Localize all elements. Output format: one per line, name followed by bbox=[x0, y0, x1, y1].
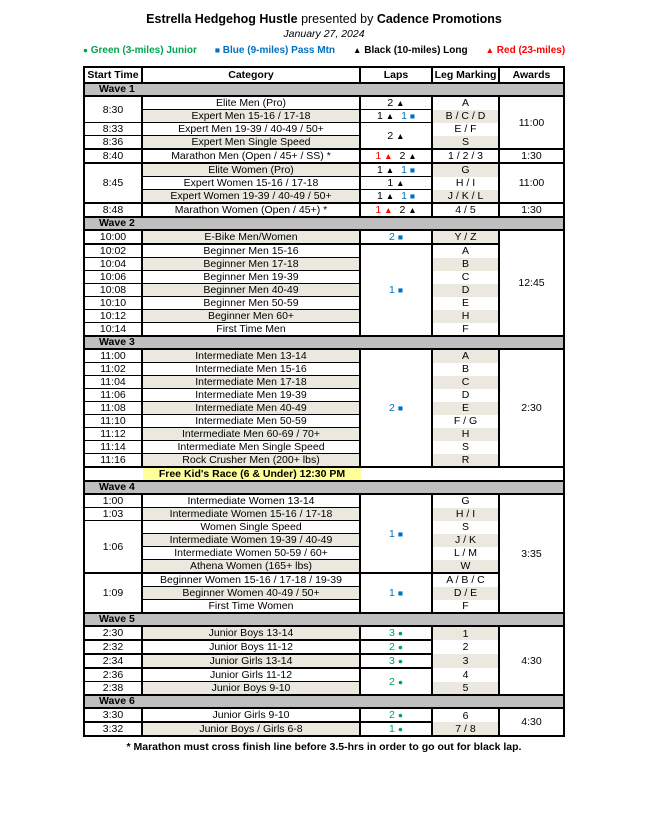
kids-race-row bbox=[84, 467, 564, 481]
black-triangle-icon: ▲ bbox=[396, 98, 405, 108]
leg-marking-cell: D bbox=[432, 284, 499, 297]
start-time-cell: 2:30 bbox=[84, 626, 142, 640]
lap-count: 2 ▲ bbox=[399, 150, 417, 162]
schedule-row bbox=[84, 668, 564, 682]
laps-cell bbox=[360, 640, 432, 654]
schedule-row bbox=[84, 177, 564, 190]
leg-marking-cell: G bbox=[432, 163, 499, 177]
leg-marking-cell: C bbox=[432, 271, 499, 284]
category-cell: Junior Girls 11-12 bbox=[142, 668, 360, 682]
wave-header-row bbox=[84, 83, 564, 96]
blue-square-icon: ■ bbox=[409, 165, 416, 175]
category-cell: First Time Men bbox=[142, 323, 360, 337]
laps-cell bbox=[360, 668, 432, 695]
schedule-row bbox=[84, 389, 564, 402]
lap-count: 2 ■ bbox=[389, 402, 403, 414]
schedule-row bbox=[84, 534, 564, 547]
kids-race-banner bbox=[84, 467, 564, 481]
category-cell: Junior Girls 13-14 bbox=[142, 654, 360, 668]
laps-cell bbox=[360, 654, 432, 668]
black-triangle-icon: ▲ bbox=[353, 45, 362, 55]
leg-marking-cell: Y / Z bbox=[432, 230, 499, 244]
laps-cell bbox=[360, 177, 432, 190]
start-time-cell: 11:00 bbox=[84, 349, 142, 363]
schedule-row bbox=[84, 640, 564, 654]
laps-cell bbox=[360, 163, 432, 177]
leg-marking-cell: 4 bbox=[432, 668, 499, 682]
leg-marking-cell: H bbox=[432, 428, 499, 441]
wave-header-row bbox=[84, 613, 564, 626]
start-time-cell: 11:12 bbox=[84, 428, 142, 441]
wave-header: Wave 4 bbox=[84, 481, 564, 494]
category-cell: Beginner Men 19-39 bbox=[142, 271, 360, 284]
category-cell: Beginner Men 60+ bbox=[142, 310, 360, 323]
category-cell: Expert Men 19-39 / 40-49 / 50+ bbox=[142, 123, 360, 136]
leg-marking-cell: H / I bbox=[432, 508, 499, 521]
start-time-cell: 11:04 bbox=[84, 376, 142, 389]
black-triangle-icon: ▲ bbox=[408, 205, 417, 215]
leg-marking-cell: A bbox=[432, 349, 499, 363]
leg-marking-cell: L / M bbox=[432, 547, 499, 560]
column-header: Awards bbox=[499, 67, 564, 83]
schedule-row bbox=[84, 521, 564, 534]
leg-marking-cell: C bbox=[432, 376, 499, 389]
start-time-cell: 11:06 bbox=[84, 389, 142, 402]
lap-count: 1 ▲ bbox=[375, 204, 393, 216]
lap-count: 2 ● bbox=[389, 641, 403, 653]
footnote: * Marathon must cross finish line before 3.5-hrs in order to go out for black lap. bbox=[126, 741, 522, 753]
laps-cell bbox=[360, 203, 432, 217]
category-cell: Beginner Men 15-16 bbox=[142, 244, 360, 258]
start-time-cell: 1:06 bbox=[84, 521, 142, 574]
title-connector: presented by bbox=[297, 12, 377, 26]
category-cell: Expert Women 19-39 / 40-49 / 50+ bbox=[142, 190, 360, 204]
laps-cell bbox=[360, 626, 432, 640]
schedule-row bbox=[84, 323, 564, 337]
wave-header: Wave 2 bbox=[84, 217, 564, 230]
category-cell: Elite Women (Pro) bbox=[142, 163, 360, 177]
leg-marking-cell: E / F bbox=[432, 123, 499, 136]
laps-cell bbox=[360, 722, 432, 736]
start-time-cell: 8:36 bbox=[84, 136, 142, 150]
schedule-row bbox=[84, 190, 564, 204]
category-cell: Intermediate Men 60-69 / 70+ bbox=[142, 428, 360, 441]
green-circle-icon: ● bbox=[397, 656, 403, 666]
leg-marking-cell: E bbox=[432, 297, 499, 310]
leg-marking-cell: 1 / 2 / 3 bbox=[432, 149, 499, 163]
lap-count: 1 ■ bbox=[401, 164, 416, 176]
blue-square-icon: ■ bbox=[409, 191, 416, 201]
leg-marking-cell: F / G bbox=[432, 415, 499, 428]
start-time-cell: 10:06 bbox=[84, 271, 142, 284]
awards-cell: 1:30 bbox=[499, 203, 564, 217]
lap-count: 1 ▲ bbox=[376, 190, 395, 202]
column-header: Start Time bbox=[84, 67, 142, 83]
leg-marking-cell: B / C / D bbox=[432, 110, 499, 123]
lap-count: 3 ● bbox=[389, 655, 403, 667]
schedule-row bbox=[84, 163, 564, 177]
legend-item: ▲ Black (10-miles) Long bbox=[353, 45, 468, 56]
schedule-row bbox=[84, 284, 564, 297]
awards-cell: 11:00 bbox=[499, 163, 564, 203]
category-cell: Junior Boys 9-10 bbox=[142, 682, 360, 696]
column-header: Laps bbox=[360, 67, 432, 83]
leg-marking-cell: H bbox=[432, 310, 499, 323]
awards-cell: 11:00 bbox=[499, 96, 564, 149]
lap-count: 1 ▲ bbox=[376, 110, 395, 122]
schedule-row bbox=[84, 123, 564, 136]
start-time-cell: 11:16 bbox=[84, 454, 142, 468]
leg-marking-cell: S bbox=[432, 136, 499, 150]
blue-square-icon: ■ bbox=[214, 45, 221, 55]
schedule-row bbox=[84, 560, 564, 574]
start-time-cell: 2:32 bbox=[84, 640, 142, 654]
start-time-cell: 10:14 bbox=[84, 323, 142, 337]
schedule-row bbox=[84, 415, 564, 428]
category-cell: First Time Women bbox=[142, 600, 360, 614]
lap-count: 2 ■ bbox=[389, 231, 403, 243]
leg-marking-cell: W bbox=[432, 560, 499, 574]
black-triangle-icon: ▲ bbox=[396, 178, 405, 188]
wave-header: Wave 1 bbox=[84, 83, 564, 96]
schedule-row bbox=[84, 587, 564, 600]
leg-marking-cell: J / K bbox=[432, 534, 499, 547]
lap-count: 1 ● bbox=[389, 723, 403, 735]
category-cell: Intermediate Men 15-16 bbox=[142, 363, 360, 376]
column-header: Category bbox=[142, 67, 360, 83]
leg-marking-cell: 3 bbox=[432, 654, 499, 668]
schedule-row bbox=[84, 376, 564, 389]
event-name: Estrella Hedgehog Hustle bbox=[146, 12, 298, 26]
wave-header-row bbox=[84, 336, 564, 349]
start-time-cell: 3:32 bbox=[84, 722, 142, 736]
start-time-cell: 8:30 bbox=[84, 96, 142, 123]
leg-marking-cell: D / E bbox=[432, 587, 499, 600]
black-triangle-icon: ▲ bbox=[385, 111, 395, 121]
black-triangle-icon: ▲ bbox=[385, 191, 395, 201]
start-time-cell: 11:10 bbox=[84, 415, 142, 428]
schedule-row bbox=[84, 654, 564, 668]
lap-count: 1 ▲ bbox=[375, 150, 393, 162]
start-time-cell: 3:30 bbox=[84, 708, 142, 722]
leg-marking-cell: R bbox=[432, 454, 499, 468]
laps-cell bbox=[360, 230, 432, 244]
green-circle-icon: ● bbox=[397, 724, 403, 734]
awards-cell: 3:35 bbox=[499, 494, 564, 613]
laps-cell bbox=[360, 149, 432, 163]
schedule-row bbox=[84, 708, 564, 722]
start-time-cell: 2:34 bbox=[84, 654, 142, 668]
leg-marking-cell: S bbox=[432, 521, 499, 534]
green-circle-icon: ● bbox=[397, 710, 403, 720]
green-circle-icon: ● bbox=[397, 642, 403, 652]
category-cell: Beginner Women 40-49 / 50+ bbox=[142, 587, 360, 600]
leg-marking-cell: 2 bbox=[432, 640, 499, 654]
awards-cell: 4:30 bbox=[499, 708, 564, 736]
category-cell: Intermediate Men 13-14 bbox=[142, 349, 360, 363]
schedule-row bbox=[84, 297, 564, 310]
start-time-cell: 10:10 bbox=[84, 297, 142, 310]
category-cell: Beginner Men 40-49 bbox=[142, 284, 360, 297]
leg-marking-cell: 5 bbox=[432, 682, 499, 696]
lap-count: 2 ▲ bbox=[399, 204, 417, 216]
wave-header-row bbox=[84, 481, 564, 494]
schedule-row bbox=[84, 310, 564, 323]
category-cell: Beginner Men 50-59 bbox=[142, 297, 360, 310]
category-cell: Intermediate Women 19-39 / 40-49 bbox=[142, 534, 360, 547]
category-cell: Athena Women (165+ lbs) bbox=[142, 560, 360, 574]
leg-marking-cell: A bbox=[432, 244, 499, 258]
black-triangle-icon: ▲ bbox=[385, 165, 395, 175]
awards-cell: 4:30 bbox=[499, 626, 564, 695]
kids-race-highlight: Free Kid's Race (6 & Under) 12:30 PM bbox=[143, 468, 361, 480]
start-time-cell: 8:40 bbox=[84, 149, 142, 163]
category-cell: Intermediate Men Single Speed bbox=[142, 441, 360, 454]
laps-cell bbox=[360, 494, 432, 573]
lap-count: 2 ● bbox=[389, 675, 403, 688]
schedule-row bbox=[84, 547, 564, 560]
schedule-row bbox=[84, 682, 564, 696]
schedule-row bbox=[84, 271, 564, 284]
leg-marking-cell: S bbox=[432, 441, 499, 454]
awards-cell: 12:45 bbox=[499, 230, 564, 336]
schedule-row bbox=[84, 626, 564, 640]
blue-square-icon: ■ bbox=[397, 403, 403, 413]
leg-marking-cell: 7 / 8 bbox=[432, 722, 499, 736]
category-cell: Rock Crusher Men (200+ lbs) bbox=[142, 454, 360, 468]
category-cell: Elite Men (Pro) bbox=[142, 96, 360, 110]
category-cell: Intermediate Women 13-14 bbox=[142, 494, 360, 508]
laps-cell bbox=[360, 123, 432, 150]
blue-square-icon: ■ bbox=[397, 588, 403, 598]
leg-marking-cell: 4 / 5 bbox=[432, 203, 499, 217]
lap-count: 3 ● bbox=[389, 627, 403, 639]
red-triangle-icon: ▲ bbox=[384, 151, 393, 161]
start-time-cell: 10:04 bbox=[84, 258, 142, 271]
legend-item: ● Green (3-miles) Junior bbox=[82, 45, 197, 56]
category-cell: Beginner Men 17-18 bbox=[142, 258, 360, 271]
green-circle-icon: ● bbox=[82, 45, 88, 55]
start-time-cell: 1:09 bbox=[84, 573, 142, 613]
category-cell: Marathon Men (Open / 45+ / SS) * bbox=[142, 149, 360, 163]
start-time-cell: 8:33 bbox=[84, 123, 142, 136]
leg-marking-cell: 6 bbox=[432, 708, 499, 722]
category-cell: Intermediate Men 50-59 bbox=[142, 415, 360, 428]
schedule-row bbox=[84, 600, 564, 614]
leg-marking-cell: A / B / C bbox=[432, 573, 499, 587]
column-header-row bbox=[84, 67, 564, 83]
category-cell: Junior Boys 11-12 bbox=[142, 640, 360, 654]
red-triangle-icon: ▲ bbox=[485, 45, 495, 55]
category-cell: E-Bike Men/Women bbox=[142, 230, 360, 244]
schedule-row bbox=[84, 230, 564, 244]
wave-header: Wave 5 bbox=[84, 613, 564, 626]
leg-marking-cell: G bbox=[432, 494, 499, 508]
lap-count: 1 ■ bbox=[401, 110, 416, 122]
laps-cell bbox=[360, 349, 432, 467]
laps-cell bbox=[360, 573, 432, 613]
leg-marking-cell: D bbox=[432, 389, 499, 402]
start-time-cell: 10:12 bbox=[84, 310, 142, 323]
start-time-cell: 2:36 bbox=[84, 668, 142, 682]
page-title bbox=[0, 0, 648, 26]
schedule-row bbox=[84, 573, 564, 587]
lap-count: 2 ▲ bbox=[387, 97, 405, 109]
schedule-row bbox=[84, 722, 564, 736]
wave-header-row bbox=[84, 695, 564, 708]
start-time-cell: 11:08 bbox=[84, 402, 142, 415]
category-cell: Junior Girls 9-10 bbox=[142, 708, 360, 722]
leg-marking-cell: A bbox=[432, 96, 499, 110]
lap-count: 2 ● bbox=[389, 709, 403, 721]
leg-marking-cell: 1 bbox=[432, 626, 499, 640]
schedule-row bbox=[84, 96, 564, 110]
laps-cell bbox=[360, 708, 432, 722]
black-triangle-icon: ▲ bbox=[408, 151, 417, 161]
schedule-row bbox=[84, 244, 564, 258]
category-cell: Expert Men Single Speed bbox=[142, 136, 360, 150]
start-time-cell: 10:00 bbox=[84, 230, 142, 244]
leg-marking-cell: B bbox=[432, 363, 499, 376]
schedule-row bbox=[84, 494, 564, 508]
green-circle-icon: ● bbox=[397, 628, 403, 638]
schedule-row bbox=[84, 203, 564, 217]
laps-cell bbox=[360, 244, 432, 336]
lap-count: 1 ■ bbox=[389, 527, 403, 540]
start-time-cell: 10:08 bbox=[84, 284, 142, 297]
green-circle-icon: ● bbox=[397, 676, 403, 687]
start-time-cell: 10:02 bbox=[84, 244, 142, 258]
start-time-cell: 8:48 bbox=[84, 203, 142, 217]
start-time-cell: 11:14 bbox=[84, 441, 142, 454]
start-time-cell: 2:38 bbox=[84, 682, 142, 696]
category-cell: Intermediate Men 40-49 bbox=[142, 402, 360, 415]
black-triangle-icon: ▲ bbox=[396, 130, 405, 141]
awards-cell: 2:30 bbox=[499, 349, 564, 467]
presenter-name: Cadence Promotions bbox=[376, 12, 502, 26]
category-cell: Expert Men 15-16 / 17-18 bbox=[142, 110, 360, 123]
leg-marking-cell: F bbox=[432, 323, 499, 337]
schedule-row bbox=[84, 441, 564, 454]
schedule-row bbox=[84, 149, 564, 163]
schedule-row bbox=[84, 258, 564, 271]
category-cell: Marathon Women (Open / 45+) * bbox=[142, 203, 360, 217]
lap-count: 1 ▲ bbox=[387, 177, 405, 189]
schedule-row bbox=[84, 363, 564, 376]
category-cell: Expert Women 15-16 / 17-18 bbox=[142, 177, 360, 190]
schedule-row bbox=[84, 508, 564, 521]
awards-cell: 1:30 bbox=[499, 149, 564, 163]
red-triangle-icon: ▲ bbox=[384, 205, 393, 215]
schedule-row bbox=[84, 349, 564, 363]
blue-square-icon: ■ bbox=[397, 285, 403, 295]
start-time-cell: 1:03 bbox=[84, 508, 142, 521]
wave-header: Wave 3 bbox=[84, 336, 564, 349]
event-date: January 27, 2024 bbox=[283, 28, 365, 40]
category-cell: Women Single Speed bbox=[142, 521, 360, 534]
category-cell: Intermediate Men 17-18 bbox=[142, 376, 360, 389]
race-schedule-table bbox=[83, 66, 565, 737]
wave-header-row bbox=[84, 217, 564, 230]
start-time-cell: 11:02 bbox=[84, 363, 142, 376]
legend-item: ▲ Red (23-miles) bbox=[485, 45, 566, 56]
category-cell: Beginner Women 15-16 / 17-18 / 19-39 bbox=[142, 573, 360, 587]
leg-marking-cell: H / I bbox=[432, 177, 499, 190]
column-header: Leg Marking bbox=[432, 67, 499, 83]
category-cell: Junior Boys / Girls 6-8 bbox=[142, 722, 360, 736]
schedule-row bbox=[84, 110, 564, 123]
schedule-row bbox=[84, 454, 564, 468]
course-legend bbox=[0, 45, 648, 56]
lap-count: 1 ■ bbox=[389, 284, 403, 296]
legend-item: ■ Blue (9-miles) Pass Mtn bbox=[214, 45, 336, 56]
lap-count: 1 ▲ bbox=[376, 164, 395, 176]
schedule-row bbox=[84, 136, 564, 150]
category-cell: Intermediate Men 19-39 bbox=[142, 389, 360, 402]
lap-count: 2 ▲ bbox=[387, 129, 405, 142]
laps-cell bbox=[360, 96, 432, 110]
laps-cell bbox=[360, 190, 432, 204]
leg-marking-cell: E bbox=[432, 402, 499, 415]
leg-marking-cell: J / K / L bbox=[432, 190, 499, 204]
wave-header: Wave 6 bbox=[84, 695, 564, 708]
start-time-cell: 8:45 bbox=[84, 163, 142, 203]
blue-square-icon: ■ bbox=[409, 111, 416, 121]
blue-square-icon: ■ bbox=[397, 232, 403, 242]
leg-marking-cell: F bbox=[432, 600, 499, 614]
category-cell: Intermediate Women 50-59 / 60+ bbox=[142, 547, 360, 560]
lap-count: 1 ■ bbox=[401, 190, 416, 202]
category-cell: Junior Boys 13-14 bbox=[142, 626, 360, 640]
leg-marking-cell: B bbox=[432, 258, 499, 271]
category-cell: Intermediate Women 15-16 / 17-18 bbox=[142, 508, 360, 521]
blue-square-icon: ■ bbox=[397, 528, 403, 539]
start-time-cell: 1:00 bbox=[84, 494, 142, 508]
schedule-row bbox=[84, 402, 564, 415]
lap-count: 1 ■ bbox=[389, 587, 403, 599]
laps-cell bbox=[360, 110, 432, 123]
schedule-row bbox=[84, 428, 564, 441]
